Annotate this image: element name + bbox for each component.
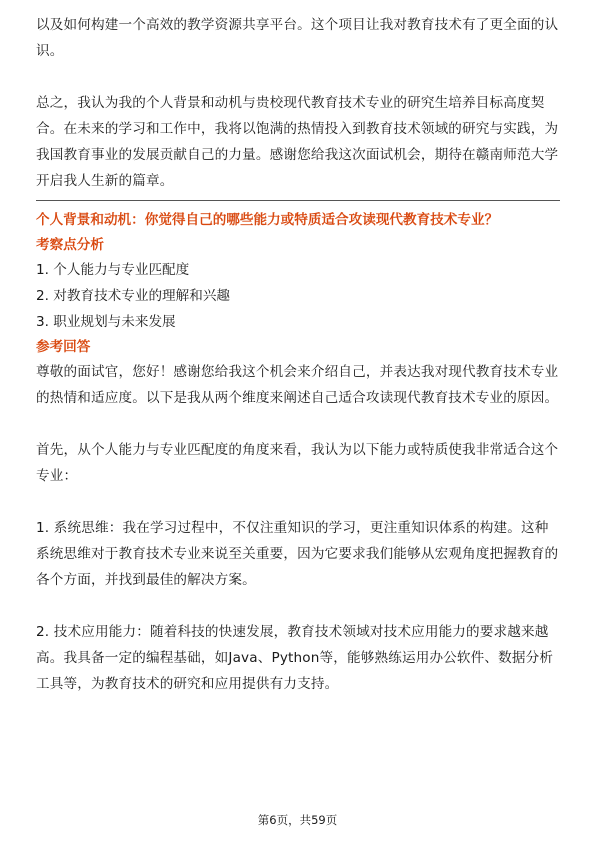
page-content [36, 12, 560, 697]
answer-label: 参考回答 [36, 339, 91, 355]
answer-first-paragraph: 首先，从个人能力与专业匹配度的角度来看，我认为以下能力或特质使我非常适合这个专业： [36, 442, 559, 484]
paragraph-gap [36, 64, 560, 90]
paragraph-gap [36, 411, 560, 437]
analysis-point-2: 2. 对教育技术专业的理解和兴趣 [36, 288, 231, 304]
analysis-label: 考察点分析 [36, 237, 104, 253]
analysis-point-1: 1. 个人能力与专业匹配度 [36, 262, 190, 278]
continued-paragraph: 以及如何构建一个高效的教学资源共享平台。这个项目让我对教育技术有了更全面的认识。 [36, 17, 559, 59]
answer-item-1: 1. 系统思维：我在学习过程中，不仅注重知识的学习，更注重知识体系的构建。这种系统思维对于教育技术专业来说至关重要，因为它要求我们能够从宏观角度把握教育的各个方面，并找到最佳的解决方案。 [36, 520, 559, 588]
paragraph-gap [36, 489, 560, 515]
section-divider [36, 200, 560, 201]
page-number-footer: 第6页，共59页 [257, 813, 338, 827]
answer-item-2: 2. 技术应用能力：随着科技的快速发展，教育技术领域对技术应用能力的要求越来越高。我具备一定的编程基础，如Java、Python等，能够熟练运用办公软件、数据分析工具等，为教育技术的研究和应用提供有力支持。 [36, 624, 554, 692]
paragraph-gap [36, 593, 560, 619]
question-title: 个人背景和动机：你觉得自己的哪些能力或特质适合攻读现代教育技术专业？ [36, 212, 499, 228]
conclusion-paragraph: 总之，我认为我的个人背景和动机与贵校现代教育技术专业的研究生培养目标高度契合。在未来的学习和工作中，我将以饱满的热情投入到教育技术领域的研究与实践，为我国教育事业的发展贡献自己的力量。感谢您给我这次面试机会，期待在赣南师范大学开启我人生新的篇章。 [36, 95, 559, 189]
answer-opening-paragraph: 尊敬的面试官，您好！感谢您给我这个机会来介绍自己，并表达我对现代教育技术专业的热情和适应度。以下是我从两个维度来阐述自己适合攻读现代教育技术专业的原因。 [36, 364, 559, 406]
analysis-point-3: 3. 职业规划与未来发展 [36, 314, 176, 330]
